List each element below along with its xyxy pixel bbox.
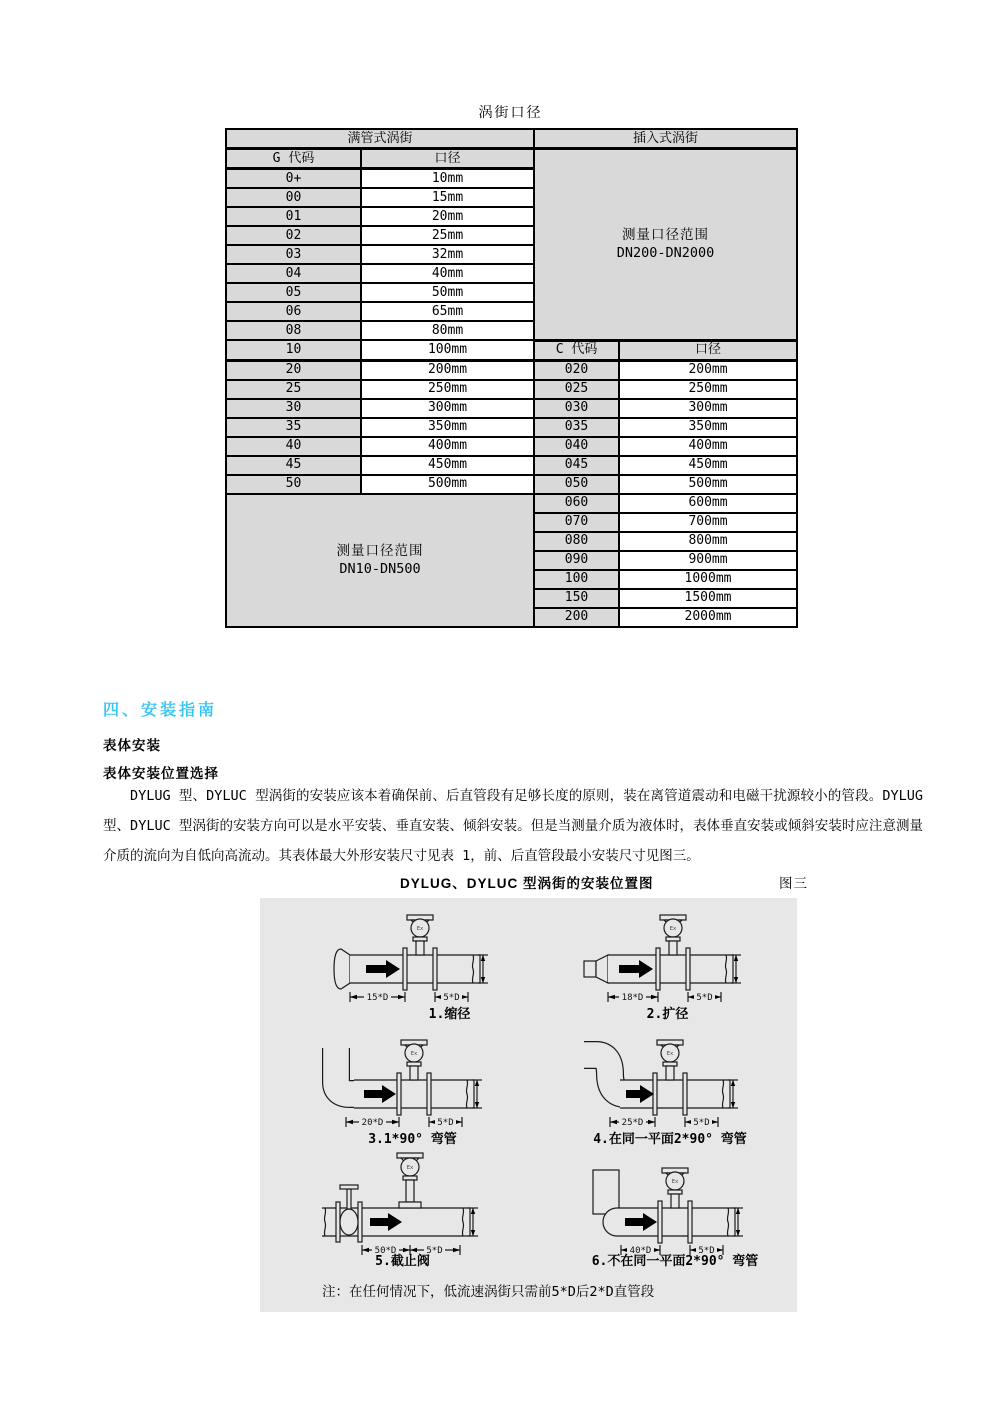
diagram-one-elbow	[324, 1040, 489, 1135]
diagram-caption: 4.在同一平面2*90° 弯管	[593, 1132, 747, 1147]
table-row	[226, 399, 797, 418]
svg-text:Ex: Ex	[669, 926, 677, 932]
full-range-label: 测量口径范围	[336, 542, 424, 559]
flange	[427, 1073, 431, 1115]
insertion-range-label: 测量口径范围	[622, 227, 710, 244]
vertical-pipe	[593, 1170, 619, 1214]
diagram-reducer	[330, 915, 495, 1010]
diameter-cell: 300mm	[361, 399, 534, 418]
full-range-cell	[226, 494, 534, 627]
flange	[688, 1201, 692, 1243]
diameter-cell: 350mm	[361, 418, 534, 437]
table-row	[226, 149, 797, 169]
diameter-cell: 800mm	[619, 532, 797, 551]
c-code-cell: 060	[534, 494, 619, 513]
diameter-cell: 15mm	[361, 188, 534, 207]
diameter-cell: 300mm	[619, 399, 797, 418]
dim-label-right: 5*D	[698, 1246, 715, 1256]
diameter-cell: 1000mm	[619, 570, 797, 589]
diameter-cell: 350mm	[619, 418, 797, 437]
flowmeter-icon	[407, 915, 433, 955]
c-code-cell: 150	[534, 589, 619, 608]
g-code-cell: 50	[226, 475, 361, 494]
dim-label-left: 50*D	[374, 1246, 397, 1256]
diameter-cell: 20mm	[361, 207, 534, 226]
flange	[397, 1073, 401, 1115]
c-code-cell: 050	[534, 475, 619, 494]
diameter-cell: 400mm	[361, 437, 534, 456]
g-code-cell: 01	[226, 207, 361, 226]
table-row	[226, 360, 797, 380]
diameter-cell: 32mm	[361, 245, 534, 264]
diameter-cell: 80mm	[361, 321, 534, 340]
dim-label-left: 20*D	[361, 1118, 384, 1128]
c-code-cell: 045	[534, 456, 619, 475]
flowmeter-icon	[657, 1040, 683, 1080]
dim-label-right: 5*D	[443, 993, 460, 1003]
g-code-cell: 0+	[226, 169, 361, 189]
diameter-cell: 25mm	[361, 226, 534, 245]
expander-cone	[596, 955, 608, 983]
flowmeter-icon	[397, 1153, 423, 1208]
diagram-caption: 2.扩径	[646, 1007, 689, 1022]
diagram-caption: 5.截止阀	[375, 1254, 430, 1269]
g-code-cell: 35	[226, 418, 361, 437]
diameter-spec-table	[225, 128, 798, 628]
diagram-two-elbows-diff-plane	[585, 1168, 750, 1263]
diameter-cell: 50mm	[361, 283, 534, 302]
table-title: 涡街口径	[478, 105, 543, 121]
diameter-cell: 200mm	[361, 360, 534, 380]
c-code-cell: 100	[534, 570, 619, 589]
dim-label-left: 40*D	[629, 1246, 652, 1256]
svg-text:Ex: Ex	[406, 1165, 414, 1171]
flowmeter-icon	[662, 1168, 688, 1208]
flange	[683, 1073, 687, 1115]
dim-label-left: 15*D	[366, 993, 389, 1003]
flowmeter-icon	[660, 915, 686, 955]
diameter-cell: 600mm	[619, 494, 797, 513]
table-row	[226, 380, 797, 399]
g-code-cell: 20	[226, 360, 361, 380]
diagram-expander	[583, 915, 748, 1010]
g-code-cell: 45	[226, 456, 361, 475]
svg-text:Ex: Ex	[410, 1051, 418, 1057]
diameter-cell: 200mm	[619, 360, 797, 380]
g-code-cell: 02	[226, 226, 361, 245]
c-code-cell: 070	[534, 513, 619, 532]
figure-ref: 图三	[779, 876, 808, 891]
diagram-two-elbows-same-plane	[580, 1040, 745, 1135]
valve-icon	[336, 1185, 362, 1242]
installation-figure	[260, 898, 797, 1312]
figure-title: DYLUG、DYLUC 型涡街的安装位置图	[400, 876, 654, 891]
diameter-cell: 250mm	[361, 380, 534, 399]
c-code-cell: 090	[534, 551, 619, 570]
flowmeter-icon	[401, 1040, 427, 1080]
reducer-bell	[334, 949, 350, 989]
pipe	[603, 1208, 735, 1236]
diagram-stop-valve	[320, 1153, 485, 1263]
flange	[403, 948, 407, 990]
table-row	[226, 475, 797, 494]
insertion-range-value: DN200-DN2000	[616, 245, 715, 262]
diameter-cell: 1500mm	[619, 589, 797, 608]
table-row	[226, 437, 797, 456]
dim-label-left: 25*D	[621, 1118, 644, 1128]
c-code-cell: 040	[534, 437, 619, 456]
c-code-cell: 020	[534, 360, 619, 380]
dim-label-right: 5*D	[426, 1246, 443, 1256]
insertion-header: 插入式涡街	[534, 129, 797, 149]
diameter-cell: 450mm	[619, 456, 797, 475]
table-row	[226, 340, 797, 360]
g-code-cell: 30	[226, 399, 361, 418]
dim-label-right: 5*D	[437, 1118, 454, 1128]
g-code-cell: 03	[226, 245, 361, 264]
c-code-cell: 080	[534, 532, 619, 551]
diameter-cell: 400mm	[619, 437, 797, 456]
g-code-cell: 06	[226, 302, 361, 321]
g-code-cell: 05	[226, 283, 361, 302]
c-code-cell: 030	[534, 399, 619, 418]
diameter-cell: 700mm	[619, 513, 797, 532]
c-code-cell: 035	[534, 418, 619, 437]
c-code-cell: 200	[534, 608, 619, 627]
flange	[433, 948, 437, 990]
diameter-cell: 100mm	[361, 340, 534, 360]
diameter-cell: 450mm	[361, 456, 534, 475]
diameter-cell: 40mm	[361, 264, 534, 283]
diameter-cell: 65mm	[361, 302, 534, 321]
svg-text:Ex: Ex	[666, 1051, 674, 1057]
sub-heading-body-install: 表体安装	[103, 738, 161, 753]
g-code-cell: 00	[226, 188, 361, 207]
dim-label-right: 5*D	[693, 1118, 710, 1128]
diagram-caption: 3.1*90° 弯管	[368, 1132, 457, 1147]
c-code-cell: 025	[534, 380, 619, 399]
diameter-cell: 2000mm	[619, 608, 797, 627]
sub-heading-position-select: 表体安装位置选择	[103, 766, 219, 781]
dim-label-left: 18*D	[621, 993, 644, 1003]
g-dia-header: 口径	[361, 149, 534, 169]
diameter-cell: 10mm	[361, 169, 534, 189]
installation-paragraph: DYLUG 型、DYLUC 型涡街的安装应该本着确保前、后直管段有足够长度的原则，装在离管道震动和电磁干扰源较小的管段。DYLUG 型、DYLUC 型涡街的安装方向可以是水平安装、垂直安装、倾斜安装。但是当测量介质为液体时，表体垂直安装或倾斜安装时应注意测量介质的流向为自低向高流动。其表体最大外形安装尺寸见表 1，前、后直管段最小安装尺寸见图三。	[103, 788, 923, 864]
dim-label-right: 5*D	[696, 993, 713, 1003]
diameter-cell: 500mm	[361, 475, 534, 494]
svg-text:Ex: Ex	[416, 926, 424, 932]
g-code-header: G 代码	[226, 149, 361, 169]
g-code-cell: 08	[226, 321, 361, 340]
insertion-range-cell	[534, 149, 797, 341]
figure-note: 注：在任何情况下，低流速涡街只需前5*D后2*D直管段	[322, 1284, 655, 1300]
flange	[658, 1201, 662, 1243]
g-code-cell: 04	[226, 264, 361, 283]
diameter-cell: 900mm	[619, 551, 797, 570]
table-row	[226, 129, 797, 149]
diameter-cell: 500mm	[619, 475, 797, 494]
c-dia-header: 口径	[619, 340, 797, 360]
full-pipe-header: 满管式涡街	[226, 129, 534, 149]
c-code-header: C 代码	[534, 340, 619, 360]
diagram-caption: 1.缩径	[428, 1007, 471, 1022]
table-row	[226, 494, 797, 513]
flange	[656, 948, 660, 990]
diameter-cell: 250mm	[619, 380, 797, 399]
g-code-cell: 10	[226, 340, 361, 360]
flange	[686, 948, 690, 990]
g-code-cell: 25	[226, 380, 361, 399]
table-row	[226, 418, 797, 437]
svg-text:Ex: Ex	[671, 1179, 679, 1185]
diagram-caption: 6.不在同一平面2*90° 弯管	[591, 1254, 759, 1269]
small-pipe	[584, 961, 596, 977]
section-heading: 四、安装指南	[103, 702, 218, 719]
table-row	[226, 456, 797, 475]
g-code-cell: 40	[226, 437, 361, 456]
full-range-value: DN10-DN500	[339, 561, 421, 577]
